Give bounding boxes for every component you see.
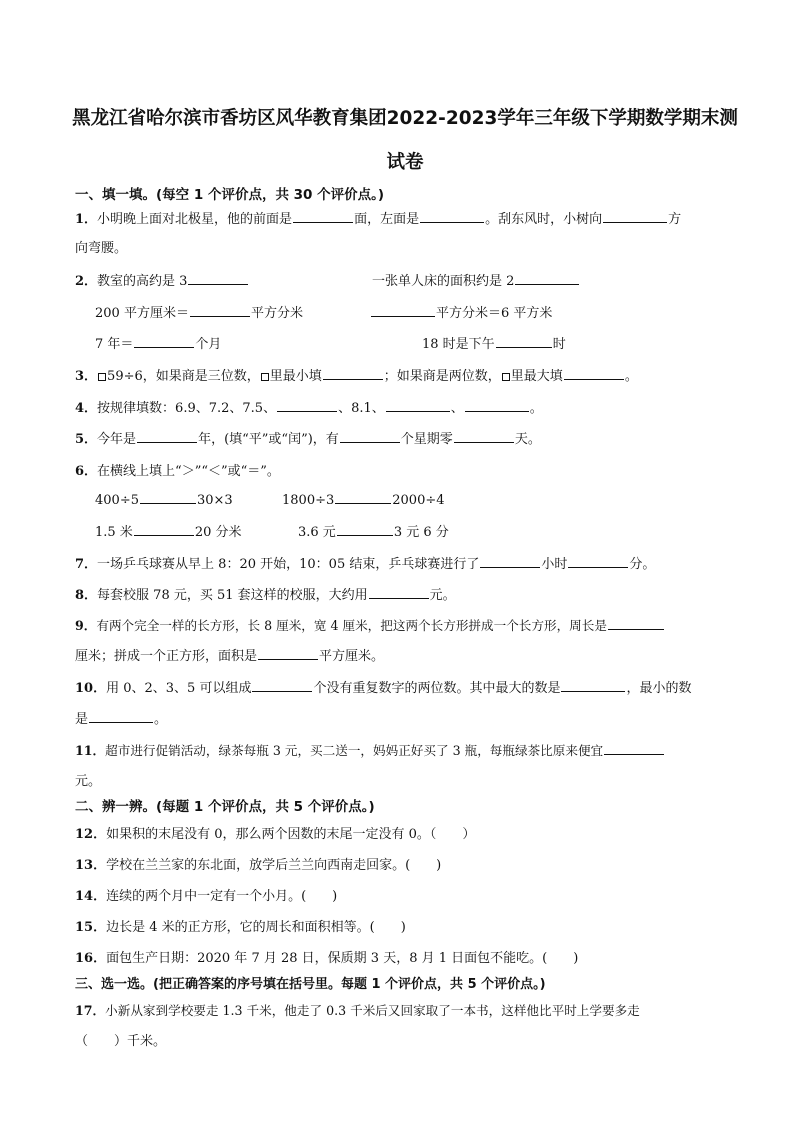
question-number: 1． xyxy=(75,212,98,227)
question-text: 200 平方厘米＝ xyxy=(95,306,189,321)
answer-blank[interactable] xyxy=(480,555,540,568)
question-text: 小时 xyxy=(541,557,568,572)
question-text: 每套校服 78 元，买 51 套这样的校服，大约用 xyxy=(97,588,368,603)
question-text: ，最小的数 xyxy=(626,681,692,696)
answer-blank[interactable] xyxy=(140,491,196,504)
question-5 xyxy=(75,428,541,447)
question-number: 9． xyxy=(75,618,97,633)
answer-blank[interactable] xyxy=(252,679,312,692)
question-text: 。刮东风时，小树向 xyxy=(485,212,603,227)
question-17-continued xyxy=(75,1030,166,1049)
question-text: 向弯腰。 xyxy=(75,241,128,256)
question-text: 有两个完全一样的长方形，长 8 厘米，宽 4 厘米，把这两个长方形拼成一个长方形，周长是 xyxy=(96,618,607,633)
question-text: 年，(填“平”或“闰”)，有 xyxy=(198,432,339,447)
question-text: 平方分米＝6 平方米 xyxy=(436,306,553,321)
question-text: 、8.1、 xyxy=(338,401,385,416)
question-8 xyxy=(75,584,456,603)
answer-blank[interactable] xyxy=(137,430,197,443)
question-text: 方 xyxy=(668,212,682,227)
question-text: 400÷5 xyxy=(95,493,139,508)
question-text: 3 元 6 分 xyxy=(393,525,449,540)
question-text: 厘米；拼成一个正方形，面积是 xyxy=(75,649,258,664)
section-3-heading: 三、选一选。(把正确答案的序号填在括号里。每题 1 个评价点，共 5 个评价点。) xyxy=(75,977,546,992)
question-number: 7． xyxy=(75,557,98,572)
answer-blank[interactable] xyxy=(604,742,664,755)
question-2 xyxy=(75,270,249,289)
question-2-part-e xyxy=(95,333,221,352)
question-number: 8． xyxy=(75,588,98,603)
question-11-continued xyxy=(75,770,101,789)
answer-blank[interactable] xyxy=(293,210,353,223)
question-number: 3． xyxy=(75,369,98,384)
question-text: 、 xyxy=(450,401,464,416)
question-text: 小明晚上面对北极星，他的前面是 xyxy=(97,212,293,227)
question-11 xyxy=(75,740,665,759)
question-text: 小新从家到学校要走 1.3 千米，他走了 0.3 千米后又回家取了一本书，这样他比平时上学要多走 xyxy=(105,1003,640,1018)
question-7 xyxy=(75,553,655,572)
question-1 xyxy=(75,208,681,227)
question-6-row-1 xyxy=(95,491,233,508)
question-text: 分。 xyxy=(629,557,656,572)
question-text: 18 时是下午 xyxy=(422,337,495,352)
answer-blank[interactable] xyxy=(465,399,529,412)
question-text: 按规律填数：6.9、7.2、7.5、 xyxy=(97,401,277,416)
question-text: 面包生产日期：2020 年 7 月 28 日，保质期 3 天，8 月 1 日面包不能吃。( ) xyxy=(106,951,579,966)
question-text: 是 xyxy=(75,712,89,727)
question-13 xyxy=(75,854,441,873)
answer-blank[interactable] xyxy=(564,367,624,380)
answer-blank[interactable] xyxy=(371,304,435,317)
question-text: 元。 xyxy=(429,588,456,603)
question-text: 天。 xyxy=(514,432,541,447)
question-12 xyxy=(75,823,475,842)
answer-blank[interactable] xyxy=(134,335,194,348)
question-text: 教室的高约是 3 xyxy=(97,274,188,289)
question-number: 15． xyxy=(75,920,107,935)
question-text: 在横线上填上“＞”“＜”或“＝”。 xyxy=(97,464,280,479)
question-text: 7 年＝ xyxy=(95,337,134,352)
question-text: 连续的两个月中一定有一个小月。( ) xyxy=(106,889,338,904)
question-text: 20 分米 xyxy=(194,525,242,540)
question-text: 超市进行促销活动，绿茶每瓶 3 元，买二送一，妈妈正好买了 3 瓶，每瓶绿茶比原来便宜 xyxy=(105,743,604,758)
question-text: 1.5 米 xyxy=(95,525,133,540)
blank-box-icon xyxy=(261,373,269,381)
question-6-row-2-b xyxy=(298,521,449,540)
answer-blank[interactable] xyxy=(568,555,628,568)
exam-title-line-2: 试卷 xyxy=(386,152,424,173)
question-text: 1800÷3 xyxy=(282,493,335,508)
question-number: 17． xyxy=(75,1003,106,1018)
answer-blank[interactable] xyxy=(454,430,514,443)
question-2-part-c xyxy=(95,302,303,321)
question-text: 里最大填 xyxy=(510,369,563,384)
answer-blank[interactable] xyxy=(277,399,337,412)
question-number: 13． xyxy=(75,858,107,873)
section-1-heading: 一、填一填。(每空 1 个评价点，共 30 个评价点。) xyxy=(75,187,385,203)
answer-blank[interactable] xyxy=(496,335,552,348)
answer-blank[interactable] xyxy=(188,272,248,285)
question-text: 一张单人床的面积约是 2 xyxy=(372,274,515,289)
question-9-continued xyxy=(75,645,384,664)
question-16 xyxy=(75,947,578,966)
question-6-row-2 xyxy=(95,521,242,540)
answer-blank[interactable] xyxy=(369,586,429,599)
answer-blank[interactable] xyxy=(89,710,153,723)
question-2-part-d xyxy=(370,302,552,321)
question-10-continued xyxy=(75,708,167,727)
question-text: 元。 xyxy=(75,774,102,789)
question-text: 个月 xyxy=(195,337,222,352)
answer-blank[interactable] xyxy=(386,399,450,412)
answer-blank[interactable] xyxy=(190,304,250,317)
answer-blank[interactable] xyxy=(603,210,667,223)
answer-blank[interactable] xyxy=(515,272,579,285)
question-text: 。 xyxy=(624,369,638,384)
question-number: 6． xyxy=(75,464,98,479)
question-3 xyxy=(75,365,638,384)
answer-blank[interactable] xyxy=(323,367,383,380)
question-text: 30×3 xyxy=(196,493,233,508)
question-text: 。 xyxy=(529,401,543,416)
question-2-part-f xyxy=(422,333,566,352)
answer-blank[interactable] xyxy=(337,523,393,536)
question-text: 用 0、2、3、5 可以组成 xyxy=(106,681,252,696)
question-number: 16． xyxy=(75,951,107,966)
answer-blank[interactable] xyxy=(608,617,664,630)
blank-box-icon xyxy=(98,373,106,381)
question-2-part-b xyxy=(372,270,580,289)
section-2-heading: 二、辨一辨。(每题 1 个评价点，共 5 个评价点。) xyxy=(75,799,375,815)
question-text: 如果积的末尾没有 0，那么两个因数的末尾一定没有 0。（ ） xyxy=(106,827,476,842)
blank-box-icon xyxy=(502,373,510,381)
question-text: 个星期零 xyxy=(400,432,453,447)
answer-blank[interactable] xyxy=(340,430,400,443)
question-text: ；如果商是两位数， xyxy=(383,369,501,384)
exam-title-line-1: 黑龙江省哈尔滨市香坊区风华教育集团2022-2023学年三年级下学期数学期末测 xyxy=(72,108,738,129)
question-text: 平方分米 xyxy=(250,306,303,321)
question-6 xyxy=(75,460,280,479)
question-text: 3.6 元 xyxy=(298,525,336,540)
answer-blank[interactable] xyxy=(134,523,194,536)
question-text: 今年是 xyxy=(97,432,137,447)
question-number: 5． xyxy=(75,432,98,447)
question-text: 。 xyxy=(154,712,168,727)
question-text: 平方厘米。 xyxy=(319,649,385,664)
question-number: 11． xyxy=(75,743,106,758)
question-text: 面，左面是 xyxy=(354,212,420,227)
question-number: 14． xyxy=(75,889,107,904)
question-17 xyxy=(75,1000,640,1019)
question-text: 个没有重复数字的两位数。其中最大的数是 xyxy=(313,681,561,696)
question-9 xyxy=(75,615,665,634)
question-number: 4． xyxy=(75,401,98,416)
question-6-row-1-b xyxy=(282,491,445,508)
answer-blank[interactable] xyxy=(335,491,391,504)
question-text: 边长是 4 米的正方形，它的周长和面积相等。( ) xyxy=(106,920,406,935)
question-15 xyxy=(75,916,406,935)
question-10 xyxy=(75,677,691,696)
question-text: 里最小填 xyxy=(269,369,322,384)
question-text: （ ）千米。 xyxy=(75,1034,167,1049)
question-text: 一场乒乓球赛从早上 8：20 开始，10：05 结束，乒乓球赛进行了 xyxy=(97,557,480,572)
answer-blank[interactable] xyxy=(258,647,318,660)
question-4 xyxy=(75,397,543,416)
question-1-continued xyxy=(75,237,127,256)
question-number: 12． xyxy=(75,827,107,842)
answer-blank[interactable] xyxy=(420,210,484,223)
question-text: 时 xyxy=(552,337,566,352)
question-text: 2000÷4 xyxy=(392,493,445,508)
question-text: 学校在兰兰家的东北面，放学后兰兰向西南走回家。( ) xyxy=(106,858,442,873)
question-14 xyxy=(75,885,337,904)
question-number: 2． xyxy=(75,274,98,289)
question-number: 10． xyxy=(75,681,107,696)
question-text: 59÷6，如果商是三位数， xyxy=(107,369,260,384)
answer-blank[interactable] xyxy=(561,679,625,692)
